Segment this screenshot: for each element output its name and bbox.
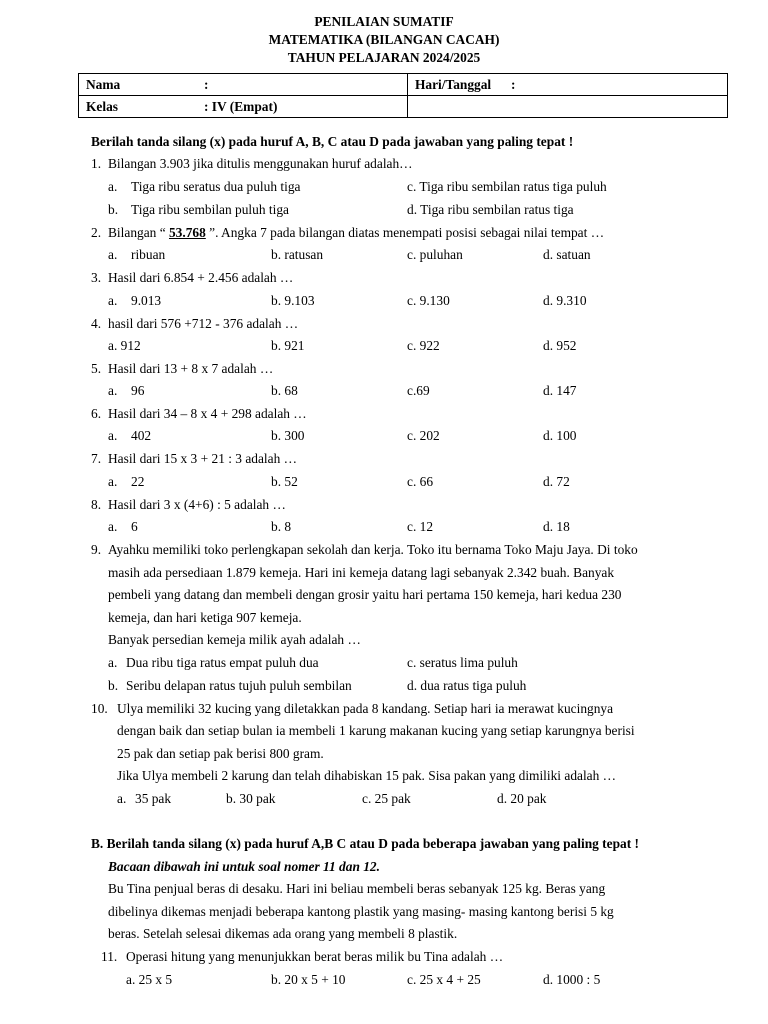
q1-option-b-letter[interactable]: b. bbox=[108, 202, 119, 217]
exam-subject: MATEMATIKA (BILANGAN CACAH) bbox=[268, 32, 500, 47]
q8-option-a[interactable]: 6 bbox=[131, 519, 138, 534]
q3-option-a[interactable]: 9.013 bbox=[131, 293, 162, 308]
q2-option-b[interactable]: b. ratusan bbox=[271, 247, 324, 262]
name-colon: : bbox=[204, 76, 209, 92]
q3-option-b[interactable]: b. 9.103 bbox=[271, 293, 315, 308]
q6-option-a[interactable]: 402 bbox=[131, 428, 152, 443]
q7-option-a-letter[interactable]: a. bbox=[108, 474, 118, 489]
q10-option-a[interactable]: 35 pak bbox=[135, 791, 172, 806]
q9-option-a[interactable]: Dua ribu tiga ratus empat puluh dua bbox=[126, 655, 319, 670]
q4-option-b[interactable]: b. 921 bbox=[271, 338, 305, 353]
q6-number: 6. bbox=[91, 406, 102, 421]
q1-question: Bilangan 3.903 jika ditulis menggunakan huruf adalah… bbox=[108, 156, 413, 171]
q8-option-b[interactable]: b. 8 bbox=[271, 519, 292, 534]
q4-number: 4. bbox=[91, 316, 102, 331]
q4-option-c[interactable]: c. 922 bbox=[407, 338, 440, 353]
class-value: : IV (Empat) bbox=[204, 98, 278, 114]
q1-number: 1. bbox=[91, 156, 102, 171]
exam-title: PENILAIAN SUMATIF bbox=[314, 14, 454, 29]
q2-number: 2. bbox=[91, 225, 102, 240]
q11-question: Operasi hitung yang menunjukkan berat beras milik bu Tina adalah … bbox=[126, 949, 504, 964]
q9-text-line-3: pembeli yang datang dan membeli dengan grosir yaitu hari pertama 150 kemeja, hari kedua 230 bbox=[108, 587, 622, 602]
q10-question: Jika Ulya membeli 2 karung dan telah dihabiskan 15 pak. Sisa pakan yang dimiliki adalah … bbox=[117, 768, 617, 783]
q7-option-d[interactable]: d. 72 bbox=[543, 474, 570, 489]
q10-option-c[interactable]: c. 25 pak bbox=[362, 791, 411, 806]
q1-option-c[interactable]: c. Tiga ribu sembilan ratus tiga puluh bbox=[407, 179, 607, 194]
q4-option-a[interactable]: a. 912 bbox=[108, 338, 141, 353]
q10-text-line-3: 25 pak dan setiap pak berisi 800 gram. bbox=[117, 746, 324, 761]
student-info-table bbox=[78, 73, 728, 118]
q5-option-a-letter[interactable]: a. bbox=[108, 383, 118, 398]
q9-text-line-2: masih ada persediaan 1.879 kemeja. Hari ini kemeja datang lagi sebanyak 2.342 buah. Banyak bbox=[108, 565, 615, 580]
q1-option-d[interactable]: d. Tiga ribu sembilan ratus tiga bbox=[407, 202, 574, 217]
date-cell[interactable] bbox=[408, 74, 728, 96]
q5-option-a[interactable]: 96 bbox=[131, 383, 145, 398]
name-cell[interactable] bbox=[79, 74, 408, 96]
q6-question: Hasil dari 34 – 8 x 4 + 298 adalah … bbox=[108, 406, 307, 421]
q2-option-a[interactable]: ribuan bbox=[131, 247, 166, 262]
q10-option-b[interactable]: b. 30 pak bbox=[226, 791, 276, 806]
q8-option-d[interactable]: d. 18 bbox=[543, 519, 570, 534]
q6-option-d[interactable]: d. 100 bbox=[543, 428, 577, 443]
q7-option-a[interactable]: 22 bbox=[131, 474, 145, 489]
q5-number: 5. bbox=[91, 361, 102, 376]
class-cell bbox=[79, 96, 408, 118]
q8-number: 8. bbox=[91, 497, 102, 512]
q10-text-line-2: dengan baik dan setiap bulan ia membeli 1 karung makanan kucing yang setiap karungnya berisi bbox=[117, 723, 635, 738]
q7-number: 7. bbox=[91, 451, 102, 466]
q5-option-b[interactable]: b. 68 bbox=[271, 383, 298, 398]
q3-option-d[interactable]: d. 9.310 bbox=[543, 293, 587, 308]
q9-option-b[interactable]: Seribu delapan ratus tujuh puluh sembilan bbox=[126, 678, 352, 693]
class-label: Kelas bbox=[86, 98, 118, 114]
q3-option-c[interactable]: c. 9.130 bbox=[407, 293, 450, 308]
q2-text-pre: Bilangan “ bbox=[108, 225, 169, 240]
q9-option-c[interactable]: c. seratus lima puluh bbox=[407, 655, 518, 670]
q8-option-a-letter[interactable]: a. bbox=[108, 519, 118, 534]
q10-option-a-letter[interactable]: a. bbox=[117, 791, 127, 806]
q5-option-c[interactable]: c.69 bbox=[407, 383, 430, 398]
q10-number: 10. bbox=[91, 701, 108, 716]
exam-year: TAHUN PELAJARAN 2024/2025 bbox=[287, 50, 481, 65]
q1-option-a-letter[interactable]: a. bbox=[108, 179, 118, 194]
q6-option-a-letter[interactable]: a. bbox=[108, 428, 118, 443]
q9-option-a-letter[interactable]: a. bbox=[108, 655, 118, 670]
q11-option-b[interactable]: b. 20 x 5 + 10 bbox=[271, 972, 346, 987]
q11-option-a[interactable]: a. 25 x 5 bbox=[126, 972, 173, 987]
empty-cell bbox=[408, 96, 728, 118]
q11-number: 11. bbox=[101, 949, 118, 964]
q9-option-d[interactable]: d. dua ratus tiga puluh bbox=[407, 678, 527, 693]
q7-option-c[interactable]: c. 66 bbox=[407, 474, 434, 489]
q3-option-a-letter[interactable]: a. bbox=[108, 293, 118, 308]
q2-question bbox=[108, 225, 604, 241]
reading-line-1: Bu Tina penjual beras di desaku. Hari ini beliau membeli beras sebanyak 125 kg. Beras yang bbox=[108, 881, 606, 896]
q11-option-c[interactable]: c. 25 x 4 + 25 bbox=[407, 972, 481, 987]
q7-question: Hasil dari 15 x 3 + 21 : 3 adalah … bbox=[108, 451, 298, 466]
q3-question: Hasil dari 6.854 + 2.456 adalah … bbox=[108, 270, 294, 285]
q2-option-a-letter[interactable]: a. bbox=[108, 247, 118, 262]
q5-option-d[interactable]: d. 147 bbox=[543, 383, 577, 398]
date-colon: : bbox=[511, 76, 516, 92]
q9-text-line-1: Ayahku memiliki toko perlengkapan sekolah dan kerja. Toko itu bernama Toko Maju Jaya. Di toko bbox=[108, 542, 638, 557]
q3-number: 3. bbox=[91, 270, 102, 285]
q8-option-c[interactable]: c. 12 bbox=[407, 519, 434, 534]
q2-text-post: ”. Angka 7 pada bilangan diatas menempati posisi sebagai nilai tempat … bbox=[205, 225, 605, 240]
q7-option-b[interactable]: b. 52 bbox=[271, 474, 298, 489]
q10-text-line-1: Ulya memiliki 32 kucing yang diletakkan pada 8 kandang. Setiap hari ia merawat kucingnya bbox=[117, 701, 614, 716]
q6-option-c[interactable]: c. 202 bbox=[407, 428, 440, 443]
q10-option-d[interactable]: d. 20 pak bbox=[497, 791, 547, 806]
q1-option-b[interactable]: Tiga ribu sembilan puluh tiga bbox=[131, 202, 289, 217]
q6-option-b[interactable]: b. 300 bbox=[271, 428, 305, 443]
q2-option-c[interactable]: c. puluhan bbox=[407, 247, 463, 262]
q9-question: Banyak persedian kemeja milik ayah adalah … bbox=[108, 632, 361, 647]
instruction-a: Berilah tanda silang (x) pada huruf A, B, C atau D pada jawaban yang paling tepat ! bbox=[91, 134, 574, 149]
q4-question: hasil dari 576 +712 - 376 adalah … bbox=[108, 316, 299, 331]
date-label: Hari/Tanggal bbox=[415, 76, 492, 92]
q1-option-a[interactable]: Tiga ribu seratus dua puluh tiga bbox=[131, 179, 301, 194]
q2-option-d[interactable]: d. satuan bbox=[543, 247, 591, 262]
q2-number-highlight: 53.768 bbox=[168, 225, 206, 240]
reading-title: Bacaan dibawah ini untuk soal nomer 11 dan 12. bbox=[108, 859, 380, 874]
q8-question: Hasil dari 3 x (4+6) : 5 adalah … bbox=[108, 497, 286, 512]
name-label: Nama bbox=[86, 76, 121, 92]
instruction-b: B. Berilah tanda silang (x) pada huruf A,B C atau D pada beberapa jawaban yang paling tepat ! bbox=[91, 836, 639, 851]
q5-question: Hasil dari 13 + 8 x 7 adalah … bbox=[108, 361, 274, 376]
q4-option-d[interactable]: d. 952 bbox=[543, 338, 577, 353]
q9-option-b-letter[interactable]: b. bbox=[108, 678, 119, 693]
reading-line-2: dibelinya dikemas menjadi beberapa kantong plastik yang masing- masing kantong berisi 5 kg bbox=[108, 904, 614, 919]
q11-option-d[interactable]: d. 1000 : 5 bbox=[543, 972, 601, 987]
reading-line-3: beras. Setelah selesai dikemas ada orang yang membeli 8 plastik. bbox=[108, 926, 458, 941]
q9-number: 9. bbox=[91, 542, 102, 557]
q9-text-line-4: kemeja, dan hari ketiga 907 kemeja. bbox=[108, 610, 302, 625]
